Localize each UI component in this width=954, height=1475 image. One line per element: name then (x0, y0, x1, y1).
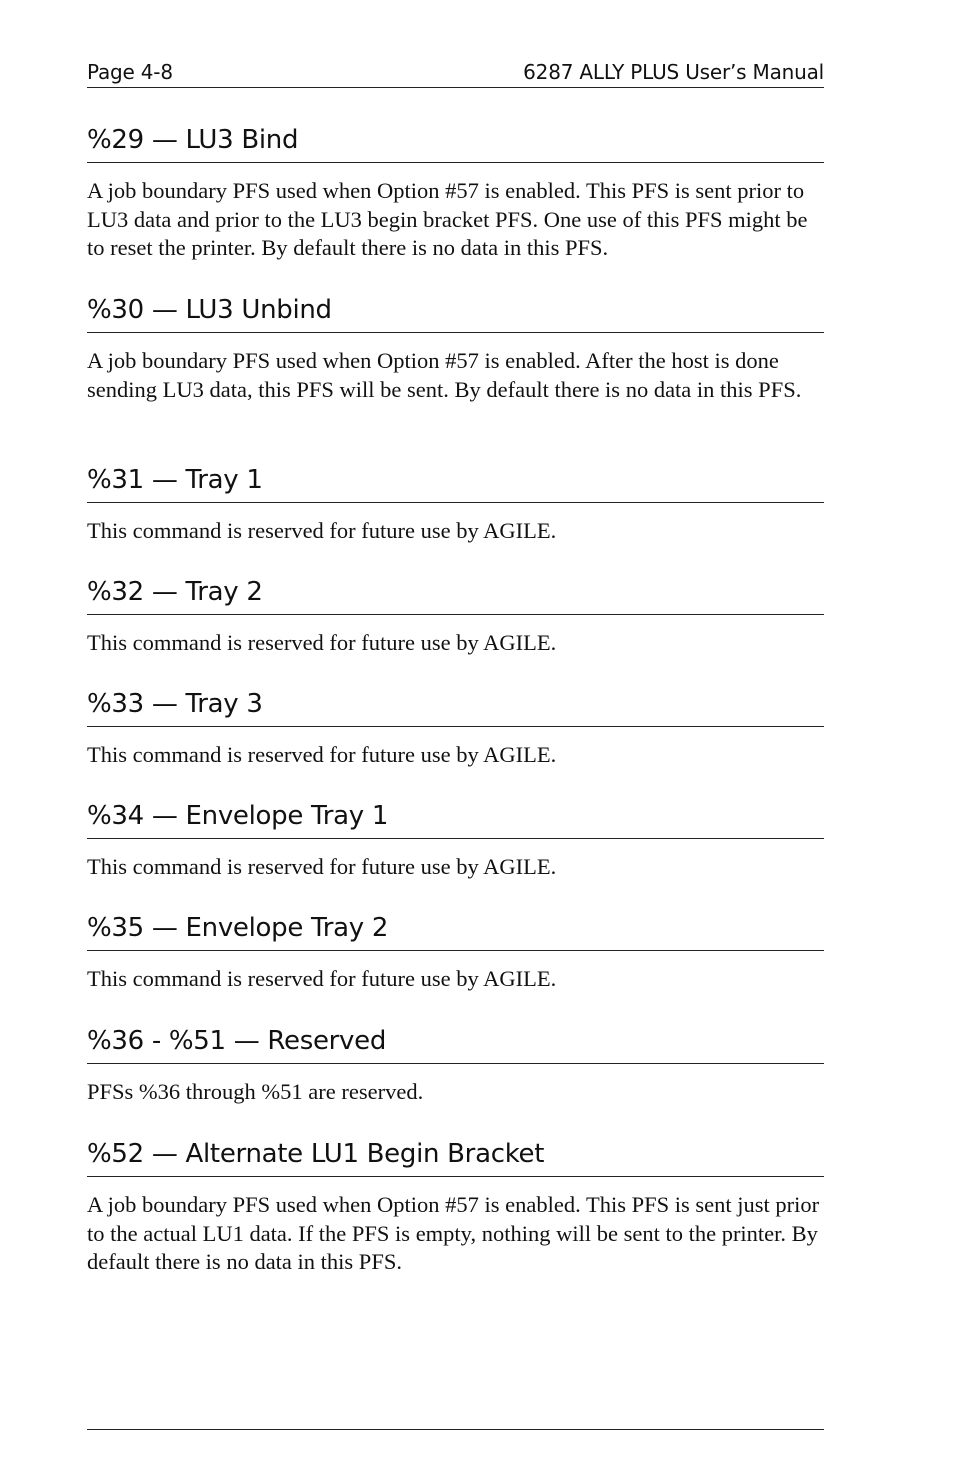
manual-title: 6287 ALLY PLUS User’s Manual (523, 60, 824, 84)
section-pfs-29 (87, 124, 824, 263)
section-heading: %32 — Tray 2 (87, 576, 824, 615)
section-body: A job boundary PFS used when Option #57 is enabled. After the host is done sending LU3 data, this PFS will be sent. By default there is no data in this PFS. (87, 348, 802, 402)
section-body: This command is reserved for future use by AGILE. (87, 518, 557, 543)
section-body: A job boundary PFS used when Option #57 is enabled. This PFS is sent just prior to the actual LU1 data. If the PFS is empty, nothing will be sent to the printer. By default there is no data in this PFS. (87, 1192, 820, 1275)
section-pfs-30 (87, 294, 824, 404)
section-pfs-34 (87, 800, 824, 882)
section-heading: %35 — Envelope Tray 2 (87, 912, 824, 951)
section-heading: %30 — LU3 Unbind (87, 294, 824, 333)
section-heading: %34 — Envelope Tray 1 (87, 800, 824, 839)
section-pfs-33 (87, 688, 824, 770)
section-heading: %36 - %51 — Reserved (87, 1025, 824, 1064)
footer-rule (87, 1429, 824, 1430)
section-pfs-52 (87, 1138, 824, 1277)
page-number: Page 4-8 (87, 60, 173, 84)
section-pfs-31 (87, 464, 824, 546)
section-pfs-32 (87, 576, 824, 658)
section-pfs-35 (87, 912, 824, 994)
section-body: PFSs %36 through %51 are reserved. (87, 1079, 424, 1104)
section-body: A job boundary PFS used when Option #57 is enabled. This PFS is sent prior to LU3 data and prior to the LU3 begin bracket PFS. One use of this PFS might be to reset the printer. By default there is no data in this PFS. (87, 178, 808, 261)
section-pfs-36-51 (87, 1025, 824, 1107)
section-body: This command is reserved for future use by AGILE. (87, 854, 557, 879)
running-header (87, 58, 824, 88)
section-body: This command is reserved for future use by AGILE. (87, 742, 557, 767)
section-heading: %33 — Tray 3 (87, 688, 824, 727)
section-heading: %52 — Alternate LU1 Begin Bracket (87, 1138, 824, 1177)
section-heading: %31 — Tray 1 (87, 464, 824, 503)
section-body: This command is reserved for future use by AGILE. (87, 630, 557, 655)
section-body: This command is reserved for future use by AGILE. (87, 966, 557, 991)
section-heading: %29 — LU3 Bind (87, 124, 824, 163)
